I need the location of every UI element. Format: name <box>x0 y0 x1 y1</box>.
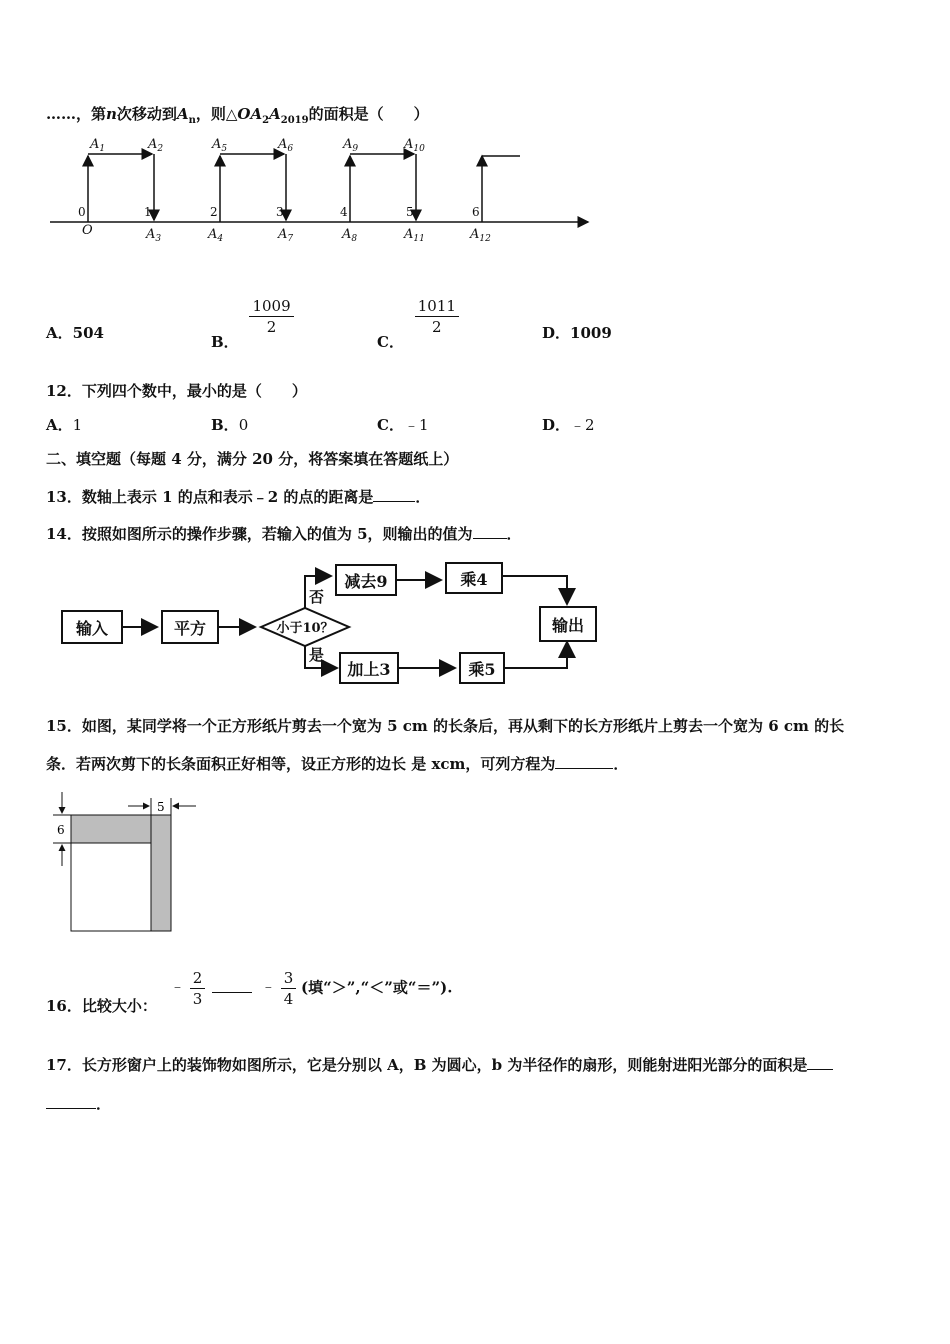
q12-stem: 12．下列四个数中，最小的是（ ） <box>46 382 307 400</box>
q13-stem: 13．数轴上表示 1 的点和表示﹣2 的点的距离是 ． <box>46 488 431 506</box>
label-A4: $A_4$ <box>208 227 224 244</box>
q14-blank <box>473 538 507 539</box>
q15-blank <box>555 768 613 769</box>
fig-label-5: 5 <box>157 800 165 814</box>
label-A12: $A_{12}$ <box>470 227 491 244</box>
q17-line1: 17．长方形窗户上的装饰物如图所示，它是分别以 A，B 为圆心，b 为半径作的扇形，则能射进阳光部分的面积是 <box>46 1054 833 1075</box>
label-A5: $A_5$ <box>212 137 228 154</box>
flow-multiply5-box: 乘5 <box>459 652 505 684</box>
label-A11: $A_{11}$ <box>404 227 425 244</box>
label-A10: $A_{10}$ <box>404 137 425 154</box>
flow-subtract9-box: 减去9 <box>335 564 397 596</box>
q16-fraction-2: $\frac{3}{4}$ <box>281 968 297 1009</box>
q17-line2: ． <box>46 1093 111 1114</box>
label-A3: $A_3$ <box>146 227 162 244</box>
tick-6: 6 <box>472 205 480 219</box>
q14-flowchart <box>55 556 615 696</box>
label-A9: $A_9$ <box>343 137 359 154</box>
tick-5: 5 <box>406 205 414 219</box>
q11-option-b[interactable]: B． $\frac{1009}{2}$ <box>211 296 294 337</box>
q16-expression: ﹣ $\frac{2}{3}$ ﹣ $\frac{3}{4}$ (填“＞”,“＜”或“＝”). <box>170 969 453 1008</box>
flow-output-box: 输出 <box>539 606 597 642</box>
flow-input-box: 输入 <box>61 610 123 644</box>
flow-add3-box: 加上3 <box>339 652 399 684</box>
q16-prefix: 16．比较大小： <box>46 997 157 1015</box>
tick-2: 2 <box>210 205 218 219</box>
q14-stem: 14．按照如图所示的操作步骤，若输入的值为 5，则输出的值为 ． <box>46 525 522 543</box>
tick-1: 1 <box>144 205 152 219</box>
q16-fraction-1: $\frac{2}{3}$ <box>190 968 206 1009</box>
tick-4: 4 <box>340 205 348 219</box>
label-A7: $A_7$ <box>278 227 294 244</box>
q16-blank <box>212 992 252 993</box>
flow-yes-label: 是 <box>309 646 325 664</box>
q17-blank-1 <box>807 1069 833 1070</box>
label-A1: $A_1$ <box>90 137 106 154</box>
flow-decision-label: 小于10？ <box>276 621 334 636</box>
section-heading: 二、填空题（每题 4 分，满分 20 分，将答案填在答题纸上） <box>46 450 459 468</box>
q12-option-b[interactable]: B．0 <box>211 416 249 434</box>
q11-option-c[interactable]: C． $\frac{1011}{2}$ <box>377 296 459 337</box>
origin-label: O <box>82 223 93 238</box>
q11-option-d[interactable]: D．1009 <box>542 324 612 342</box>
label-A2: $A_2$ <box>148 137 164 154</box>
flow-multiply4-box: 乘4 <box>445 562 503 594</box>
q11-option-a[interactable]: A．504 <box>46 324 104 342</box>
label-A6: $A_6$ <box>278 137 294 154</box>
q11-stem: ……，第n次移动到$A_n$，则$\triangle OA_2A_{2019}$的面积是（ ） <box>46 105 429 126</box>
tick-3: 3 <box>276 205 284 219</box>
q12-option-c[interactable]: C．﹣1 <box>377 416 429 434</box>
q15-line2: 条．若两次剪下的长条面积正好相等，设正方形的边长 是 xcm，可列方程为 ． <box>46 755 629 773</box>
q11-step-figure <box>40 130 610 250</box>
q17-blank-2 <box>46 1108 96 1109</box>
q12-option-a[interactable]: A．1 <box>46 416 83 434</box>
q13-blank <box>373 501 415 502</box>
fig-label-6: 6 <box>57 823 65 837</box>
label-A8: $A_8$ <box>342 227 358 244</box>
flow-no-label: 否 <box>309 588 325 606</box>
q15-square-figure <box>50 790 210 940</box>
q15-line1: 15．如图，某同学将一个正方形纸片剪去一个宽为 5 cm 的长条后，再从剩下的长方形纸片上剪去一个宽为 6 cm 的长 <box>46 717 845 735</box>
q12-option-d[interactable]: D．﹣2 <box>542 416 595 434</box>
tick-0: 0 <box>78 205 86 219</box>
flow-square-box: 平方 <box>161 610 219 644</box>
